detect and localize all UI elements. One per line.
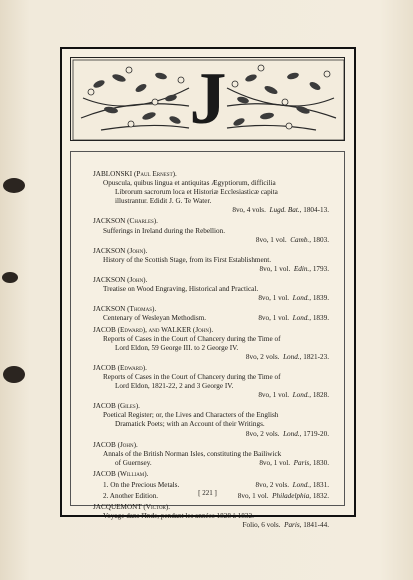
entries-list bbox=[93, 170, 329, 532]
entry-imprint: 8vo, 1 vol. Camb., 1803. bbox=[255, 235, 329, 244]
entry bbox=[93, 326, 329, 362]
entry-imprint: 8vo, 4 vols. Lugd. Bat., 1804-13. bbox=[232, 206, 329, 215]
entry-imprint: 8vo, 1 vol. Lond., 1839. bbox=[258, 294, 329, 303]
entry bbox=[93, 364, 329, 400]
entry-imprint: 8vo, 1 vol. Edin., 1793. bbox=[259, 264, 329, 273]
entry-title: Dramatick Poets; with an Account of their Writings. bbox=[115, 420, 265, 429]
entry-title: Reports of Cases in the Court of Chancery during the Time of bbox=[103, 372, 281, 381]
entry-title: Librorum sacrorum loca et Historiæ Ecclesiasticæ capita bbox=[115, 188, 278, 197]
entry bbox=[93, 402, 329, 438]
entry-surname: JACKSON bbox=[93, 217, 126, 226]
entry-title: Lord Eldon, 59 George III. to 2 George IV. bbox=[115, 343, 239, 352]
entry-given: (Thomas). bbox=[127, 305, 157, 314]
entry-imprint: 8vo, 2 vols. Lond., 1821-23. bbox=[245, 352, 329, 361]
entry-title: History of the Scottish Stage, from its First Establishment. bbox=[103, 255, 272, 264]
index-content bbox=[70, 151, 345, 530]
entry bbox=[93, 441, 329, 468]
entry bbox=[93, 305, 329, 323]
entry-title: Annals of the British Norman Isles, constituting the Bailiwick bbox=[103, 449, 282, 458]
entry-surname: JACKSON bbox=[93, 305, 126, 314]
entry-title-imprint: Centenary of Wesleyan Methodism. 8vo, 1 vol. Lond., 1839. bbox=[103, 314, 329, 323]
entry-surname: JACOB bbox=[93, 402, 116, 411]
entry-imprint: Folio, 6 vols. Paris, 1841-44. bbox=[242, 521, 329, 530]
entry bbox=[93, 503, 329, 530]
entry-given: (William). bbox=[117, 469, 149, 478]
entry-given: (John). bbox=[127, 246, 148, 255]
decorative-initial: J bbox=[189, 58, 227, 140]
entry-given: (Paul Ernest). bbox=[133, 170, 177, 178]
entry-surname: JACQUEMONT bbox=[93, 503, 142, 512]
entry-given: (Victor). bbox=[143, 503, 171, 512]
entry-imprint: 8vo, 1 vol. Lond., 1828. bbox=[258, 391, 329, 400]
entry-title: Treatise on Wood Engraving, Historical and Practical. bbox=[103, 285, 259, 294]
entry-surname: JACOB bbox=[93, 363, 116, 372]
page-number: [ 221 ] bbox=[198, 489, 217, 497]
entry-imprint: 8vo, 2 vols. Lond., 1719-20. bbox=[245, 429, 329, 438]
entry-subitem: 2. Another Edition. 8vo, 1 vol. Philadelphia, 1832. bbox=[103, 492, 329, 501]
entry bbox=[93, 276, 329, 303]
entry-title: illustrantur. Edidit J. G. Te Water. bbox=[115, 197, 212, 206]
entry-surname: JACKSON bbox=[93, 246, 126, 255]
binding-hole bbox=[3, 178, 25, 193]
entry-title: Sufferings in Ireland during the Rebellion. bbox=[103, 226, 226, 235]
entry bbox=[93, 217, 329, 244]
entry-given: (Edward). bbox=[117, 363, 147, 372]
entry-given: (John). bbox=[127, 276, 148, 285]
entry-title: Lord Eldon, 1821-22, 2 and 3 George IV. bbox=[115, 382, 234, 391]
entry-given: (John). bbox=[117, 440, 138, 449]
entry-title: Reports of Cases in the Court of Chancery during the Time of bbox=[103, 334, 281, 343]
entry-given: (Giles). bbox=[117, 402, 140, 411]
entry-surname: JACOB bbox=[93, 440, 116, 449]
entry-title-imprint: of Guernsey. 8vo, 1 vol. Paris, 1830. bbox=[115, 458, 329, 467]
entry-surname: JACOB bbox=[93, 325, 116, 334]
entry-given: (Edward), and WALKER (John). bbox=[117, 325, 214, 334]
entry bbox=[93, 170, 329, 215]
binding-hole bbox=[3, 366, 25, 383]
entry-surname: JACOB bbox=[93, 469, 116, 478]
entry-surname: JABLONSKI bbox=[93, 170, 133, 178]
entry-surname: JACKSON bbox=[93, 276, 126, 285]
entry-title: Poetical Register; or, the Lives and Characters of the English bbox=[103, 411, 279, 420]
entry-title: Voyage dans l'Inde, pendant les années 1828 à 1832. bbox=[103, 512, 254, 521]
entry-subitem: 1. On the Precious Metals. 8vo, 2 vols. Lond., 1831. bbox=[103, 481, 329, 489]
entry bbox=[93, 247, 329, 274]
entry-given: (Charles). bbox=[127, 217, 158, 226]
entry-title: Opuscula, quibus lingua et antiquitas Ægyptiorum, difficilia bbox=[103, 179, 276, 188]
decorative-banner bbox=[70, 57, 345, 141]
binding-hole bbox=[2, 272, 18, 283]
